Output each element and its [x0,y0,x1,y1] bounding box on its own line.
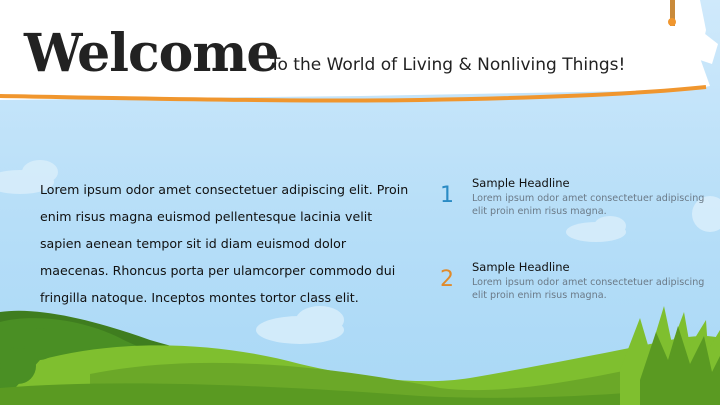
item-description: Lorem ipsum odor amet consectetuer adipiscing elit proin enim risus magna. [472,193,705,217]
item-number: 2 [440,267,454,292]
item-number: 1 [440,183,454,208]
body-paragraph: Lorem ipsum odor amet consectetuer adipiscing elit. Proin enim risus magna euismod pellentesque lacinia velit sapien aenean tempor sit id diam euismod dolor maecenas. Rhoncus porta per ulamcorper commodo dui fringilla natoque. Inceptos montes tortor class elit. [40,182,409,305]
page-title: Welcome [24,23,279,84]
page-subtitle: To the World of Living & Nonliving Things! [270,55,626,75]
item-headline: Sample Headline [472,176,570,190]
item-description: Lorem ipsum odor amet consectetuer adipiscing elit proin enim risus magna. [472,277,705,301]
item-headline: Sample Headline [472,260,570,274]
